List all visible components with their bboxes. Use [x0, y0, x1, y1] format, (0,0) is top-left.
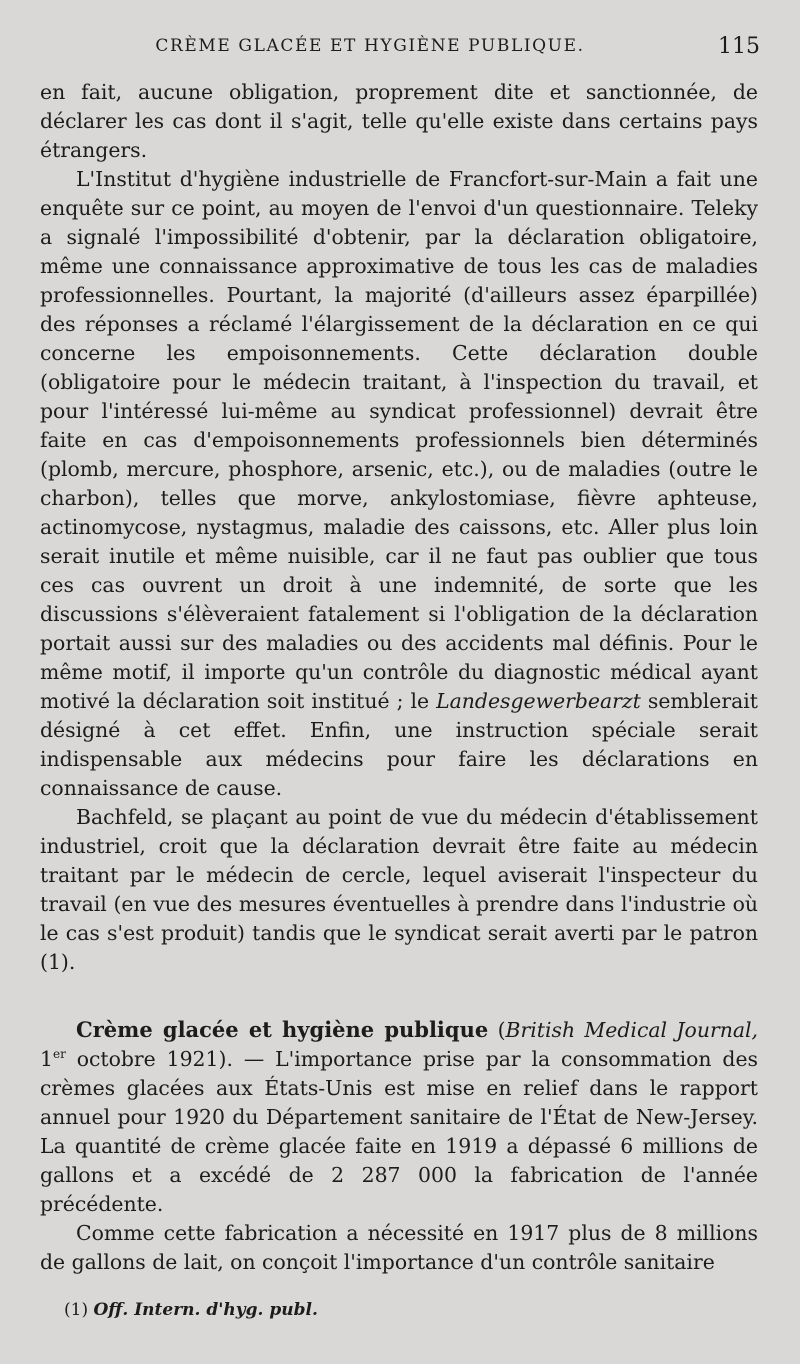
paragraph-fabrication: Comme cette fabrication a nécessité en 1917 plus de 8 millions de gallons de lait, on conçoit l'importance d'un contrôle sanitaire [40, 1221, 758, 1274]
paragraph-institut [40, 165, 758, 803]
footnote-text: Off. Intern. d'hyg. publ. [93, 1300, 318, 1320]
running-head [40, 34, 760, 64]
footnote-marker: (1) [64, 1300, 89, 1320]
main-text [40, 78, 758, 1277]
paragraph-institut-text-a: L'Institut d'hygiène industrielle de Francfort-sur-Main a fait une enquête sur ce point, au moyen de l'envoi d'un questionnaire. Teleky a signalé l'impossibilité d'obtenir, par la déclaration obligatoire, même une connaissance approximative de tous les cas de maladies professionnelles. Pourtant, la majorité (d'ailleurs assez éparpillée) des réponses a réclamé l'élargissement de la déclaration en ce qui concerne les empoisonnements. Cette déclaration double (obligatoire pour le médecin traitant, à l'inspection du travail, et pour l'intéressé lui-même au syndicat professionnel) devrait être faite en cas d'empoisonnements professionnels bien déterminés (plomb, mercure, phosphore, arsenic, etc.), ou de maladies (outre le charbon), telles que morve, ankylostomiase, fièvre aphteuse, actinomycose, nystagmus, maladie des caissons, etc. Aller plus loin serait inutile et même nuisible, car il ne faut pas oublier que tous ces cas ouvrent un droit à une indemnité, de sorte que les discussions s'élèveraient fatalement si l'obligation de la déclaration portait aussi sur des maladies ou des accidents mal définis. Pour le même motif, il importe qu'un contrôle du diagnostic médical ayant motivé la déclaration soit institué ; le [40, 167, 758, 713]
journal-name: British Medical Journal, [505, 1018, 758, 1042]
running-title: CRÈME GLACÉE ET HYGIÈNE PUBLIQUE. [155, 36, 585, 56]
article-text: — L'importance prise par la consommation des crèmes glacées aux États-Unis est mise en relief dans le rapport annuel pour 1920 du Département sanitaire de l'État de New-Jersey. La quantité de crème glacée faite en 1919 a dépassé 6 millions de gallons et a excédé de 2 287 000 la fabrication de l'année précédente. [40, 1047, 759, 1216]
article-paren: ( [497, 1018, 506, 1042]
date-rest: octobre 1921). [76, 1047, 233, 1071]
date-ordinal: er [52, 1047, 66, 1062]
paragraph-article-intro [40, 1015, 758, 1219]
paragraph-continued: en fait, aucune obligation, proprement dite et sanctionnée, de déclarer les cas dont il s'agit, telle qu'elle existe dans certains pays étrangers. [40, 80, 758, 162]
footnote [64, 1300, 318, 1320]
article-title: Crème glacée et hygiène publique [76, 1017, 489, 1042]
page-number: 115 [718, 34, 760, 59]
paragraph-institut-text-b: semblerait désigné à cet effet. Enfin, une instruction spéciale serait indispensable aux médecins pour faire les déclarations en connaissance de cause. [40, 689, 758, 800]
date-day: 1 [40, 1047, 53, 1071]
section-gap [40, 977, 758, 1015]
landesgewerbearzt-term: Landesgewerbearzt [436, 689, 641, 713]
paragraph-bachfeld: Bachfeld, se plaçant au point de vue du médecin d'établissement industriel, croit que la déclaration devrait être faite au médecin traitant par le médecin de cercle, lequel aviserait l'inspecteur du travail (en vue des mesures éventuelles à prendre dans l'industrie où le cas s'est produit) tandis que le syndicat serait averti par le patron (1). [40, 805, 758, 974]
